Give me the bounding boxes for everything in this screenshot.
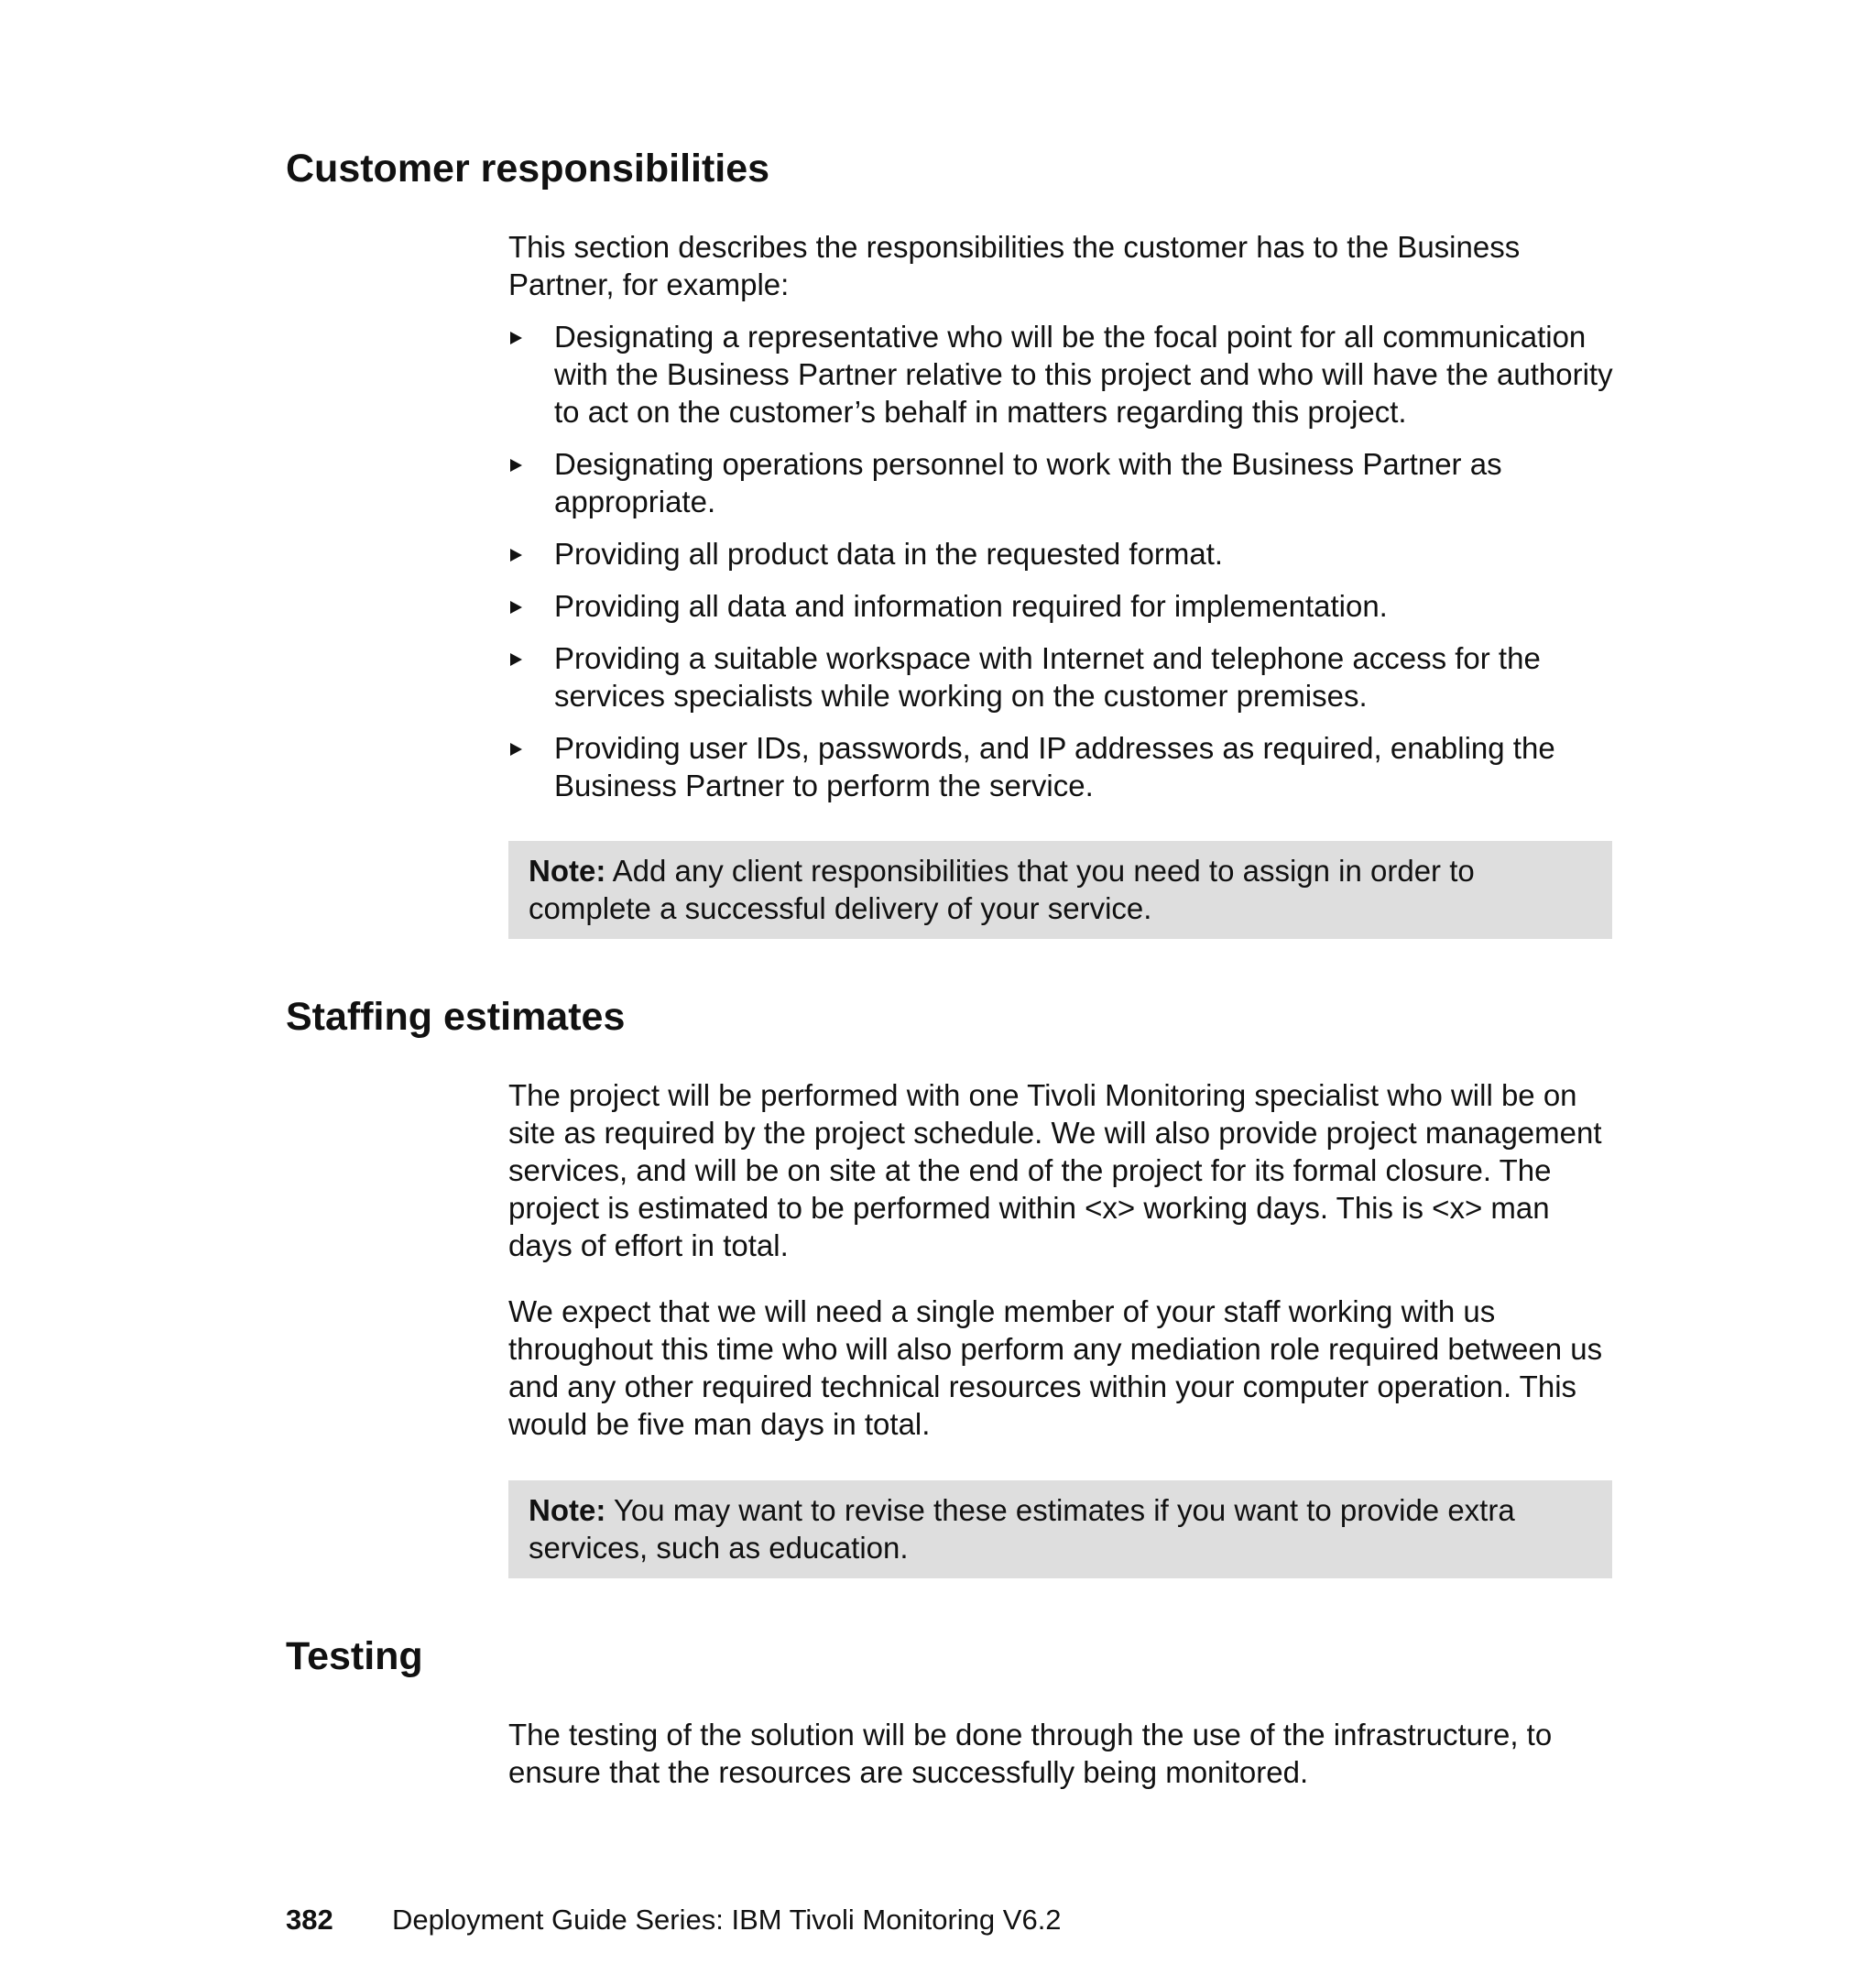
customer-intro: This section describes the responsibilities the customer has to the Business Partner, for example: xyxy=(508,230,1521,301)
triangle-bullet-icon xyxy=(510,601,522,614)
testing-para-1: The testing of the solution will be done through the use of the infrastructure, to ensure that the resources are successfully being monitored. xyxy=(508,1718,1553,1789)
heading-staffing-estimates: Staffing estimates xyxy=(286,995,626,1039)
triangle-bullet-icon xyxy=(510,743,522,756)
heading-customer-responsibilities: Customer responsibilities xyxy=(286,147,770,191)
note-box-customer xyxy=(508,841,1612,939)
triangle-bullet-icon xyxy=(510,459,522,472)
customer-responsibilities-body xyxy=(508,228,1617,819)
list-item: Providing all product data in the requested format. xyxy=(508,535,1617,573)
footer-title: Deployment Guide Series: IBM Tivoli Monitoring V6.2 xyxy=(392,1904,1062,1936)
page-number: 382 xyxy=(286,1904,333,1936)
page-footer xyxy=(286,1902,1062,1938)
triangle-bullet-icon xyxy=(510,549,522,562)
triangle-bullet-icon xyxy=(510,653,522,666)
heading-testing: Testing xyxy=(286,1634,423,1678)
note-text: You may want to revise these estimates if you want to provide extra services, such as education. xyxy=(529,1493,1515,1565)
list-item: Designating operations personnel to work with the Business Partner as appropriate. xyxy=(508,445,1617,520)
note-text: Add any client responsibilities that you need to assign in order to complete a successful delivery of your service. xyxy=(529,854,1475,925)
list-item: Providing all data and information required for implementation. xyxy=(508,587,1617,625)
list-item: Providing user IDs, passwords, and IP addresses as required, enabling the Business Partner to perform the service. xyxy=(508,729,1617,804)
customer-responsibilities-list xyxy=(508,318,1617,804)
note-label: Note: xyxy=(529,1493,606,1527)
staffing-para-2: We expect that we will need a single member of your staff working with us throughout this time who will also perform any mediation role required between us and any other required technical resources within your computer operation. This would be five man days in total. xyxy=(508,1294,1603,1441)
staffing-para-1: The project will be performed with one Tivoli Monitoring specialist who will be on site as required by the project schedule. We will also provide project management services, and will be on site at the end of the project for its formal closure. The project is estimated to be performed within <x> working days. This is <x> man days of effort in total. xyxy=(508,1078,1602,1262)
note-box-staffing xyxy=(508,1480,1612,1578)
note-label: Note: xyxy=(529,854,606,888)
triangle-bullet-icon xyxy=(510,332,522,344)
list-item: Designating a representative who will be the focal point for all communication with the Business Partner relative to this project and who will have the authority to act on the customer’s behalf in matters regarding this project. xyxy=(508,318,1617,431)
list-item: Providing a suitable workspace with Internet and telephone access for the services specialists while working on the customer premises. xyxy=(508,639,1617,715)
